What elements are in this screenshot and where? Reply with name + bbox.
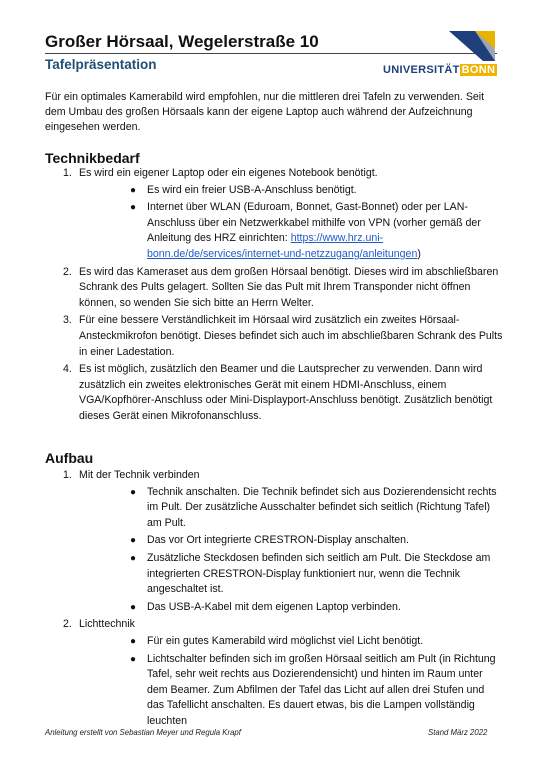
logo-text	[383, 64, 497, 76]
university-logo	[383, 29, 497, 77]
bullet-item	[113, 533, 503, 549]
list-item	[45, 362, 503, 424]
bullet-text: Das vor Ort integrierte CRESTRON-Display anschalten.	[147, 534, 409, 547]
bullet-icon: ●	[130, 535, 137, 547]
section-heading-technikbedarf: Technikbedarf	[45, 150, 140, 166]
bullet-item	[113, 634, 503, 650]
bullet-item	[113, 183, 503, 199]
list-item	[45, 617, 503, 729]
bullet-text: Es wird ein freier USB-A-Anschluss benötigt.	[147, 183, 357, 196]
bullet-icon: ●	[130, 653, 137, 665]
footer-author: Anleitung erstellt von Sebastian Meyer und Regula Krapf	[45, 728, 241, 737]
intro-paragraph: Für ein optimales Kamerabild wird empfohlen, nur die mittleren drei Tafeln zu verwenden. Seit dem Umbau des großen Hörsaals kann der eigene Laptop auch während der Aufzeichnung eingesehen werden.	[45, 91, 485, 134]
bullet-text: Technik anschalten. Die Technik befindet sich aus Dozierendensicht rechts im Pult. Der zusätzliche Ausschalter befindet sich seitlich (Richtung Tafel) am Pult.	[147, 485, 497, 529]
bullet-icon: ●	[130, 486, 137, 498]
sub-list	[79, 634, 503, 730]
bullet-icon: ●	[130, 635, 137, 647]
technikbedarf-list	[45, 166, 503, 427]
item-number: 1.	[63, 167, 72, 179]
list-item	[45, 166, 503, 263]
logo-mark-icon	[383, 29, 497, 63]
sub-list	[79, 485, 503, 616]
bullet-icon: ●	[130, 601, 137, 613]
bullet-text: Lichtschalter befinden sich im großen Hörsaal seitlich am Pult (in Richtung Tafel, sehr weit rechts aus Dozierendensicht) und hinten im Raum unter dem Beamer. Zum Abfilmen der Tafel das Licht auf allen drei Stufen und das Tafellicht anschalten. Es dauert etwas, bis die Lampen vollständig leuchten	[147, 652, 496, 727]
bullet-text: Für ein gutes Kamerabild wird möglichst viel Licht benötigt.	[147, 634, 424, 647]
list-item	[45, 468, 503, 615]
item-number: 1.	[63, 469, 72, 481]
bullet-item	[113, 551, 503, 598]
bullet-text: Zusätzliche Steckdosen befinden sich seitlich am Pult. Die Steckdose am integrierten CRESTRON-Display funktioniert nur, wenn die Technik angeschaltet ist.	[147, 551, 491, 596]
hrz-link[interactable]: https://www.hrz.uni-bonn.de/de/services/internet-und-netzzugang/anleitungen	[147, 232, 418, 260]
bullet-item	[113, 652, 503, 730]
list-item	[45, 265, 503, 312]
logo-text-universitaet: UNIVERSITÄT	[383, 64, 460, 76]
bullet-text: Internet über WLAN (Eduroam, Bonnet, Gast-Bonnet) oder per LAN-Anschluss über ein Netzwerkkabel mithilfe von VPN (vorher gemäß der Anleitung des HRZ einrichten:	[147, 201, 481, 245]
item-text: Es wird das Kameraset aus dem großen Hörsaal benötigt. Dieses wird im abschließbaren Schrank des Pults gelagert. Sollten Sie das Pult mit Ihrem Transponder nicht öffnen können, so wenden Sie sich bitte an Herrn Welter.	[79, 265, 499, 309]
item-text: Lichttechnik	[79, 618, 135, 631]
item-text: Mit der Technik verbinden	[79, 469, 200, 481]
item-number: 3.	[63, 314, 72, 327]
bullet-item	[113, 485, 503, 532]
list-item	[45, 313, 503, 360]
bullet-icon: ●	[130, 552, 137, 564]
page-subtitle: Tafelpräsentation	[45, 57, 157, 72]
aufbau-list	[45, 468, 503, 732]
item-number: 4.	[63, 363, 72, 376]
item-number: 2.	[63, 265, 72, 278]
bullet-text: Das USB-A-Kabel mit dem eigenen Laptop verbinden.	[147, 600, 401, 613]
sub-list	[79, 183, 503, 263]
item-text: Es ist möglich, zusätzlich den Beamer und die Lautsprecher zu verwenden. Dann wird zusätzlich ein zweites elektronisches Gerät mit einem HDMI-Anschluss, einem VGA/Kopfhörer-Anschluss oder Mini-Displayport-Anschluss benötigt. Zusätzlich benötigt dieses Gerät einen Mikrofonanschluss.	[79, 363, 493, 422]
bullet-icon: ●	[130, 202, 137, 214]
bullet-icon: ●	[130, 184, 137, 196]
page-title: Großer Hörsaal, Wegelerstraße 10	[45, 32, 319, 51]
bullet-text-suffix: )	[417, 247, 421, 260]
bullet-item	[113, 600, 503, 616]
bullet-item	[113, 200, 503, 262]
item-text: Für eine bessere Verständlichkeit im Hörsaal wird zusätzlich ein zweites Hörsaal-Ansteckmikrofon benötigt. Dieses befindet sich auch im abschließbaren Schrank des Pults in einer Ladestation.	[79, 314, 503, 358]
item-number: 2.	[63, 618, 72, 631]
logo-text-bonn: BONN	[461, 64, 496, 76]
item-text: Es wird ein eigener Laptop oder ein eigenes Notebook benötigt.	[79, 167, 378, 179]
footer-date: Stand März 2022	[428, 728, 488, 737]
section-heading-aufbau: Aufbau	[45, 450, 94, 466]
